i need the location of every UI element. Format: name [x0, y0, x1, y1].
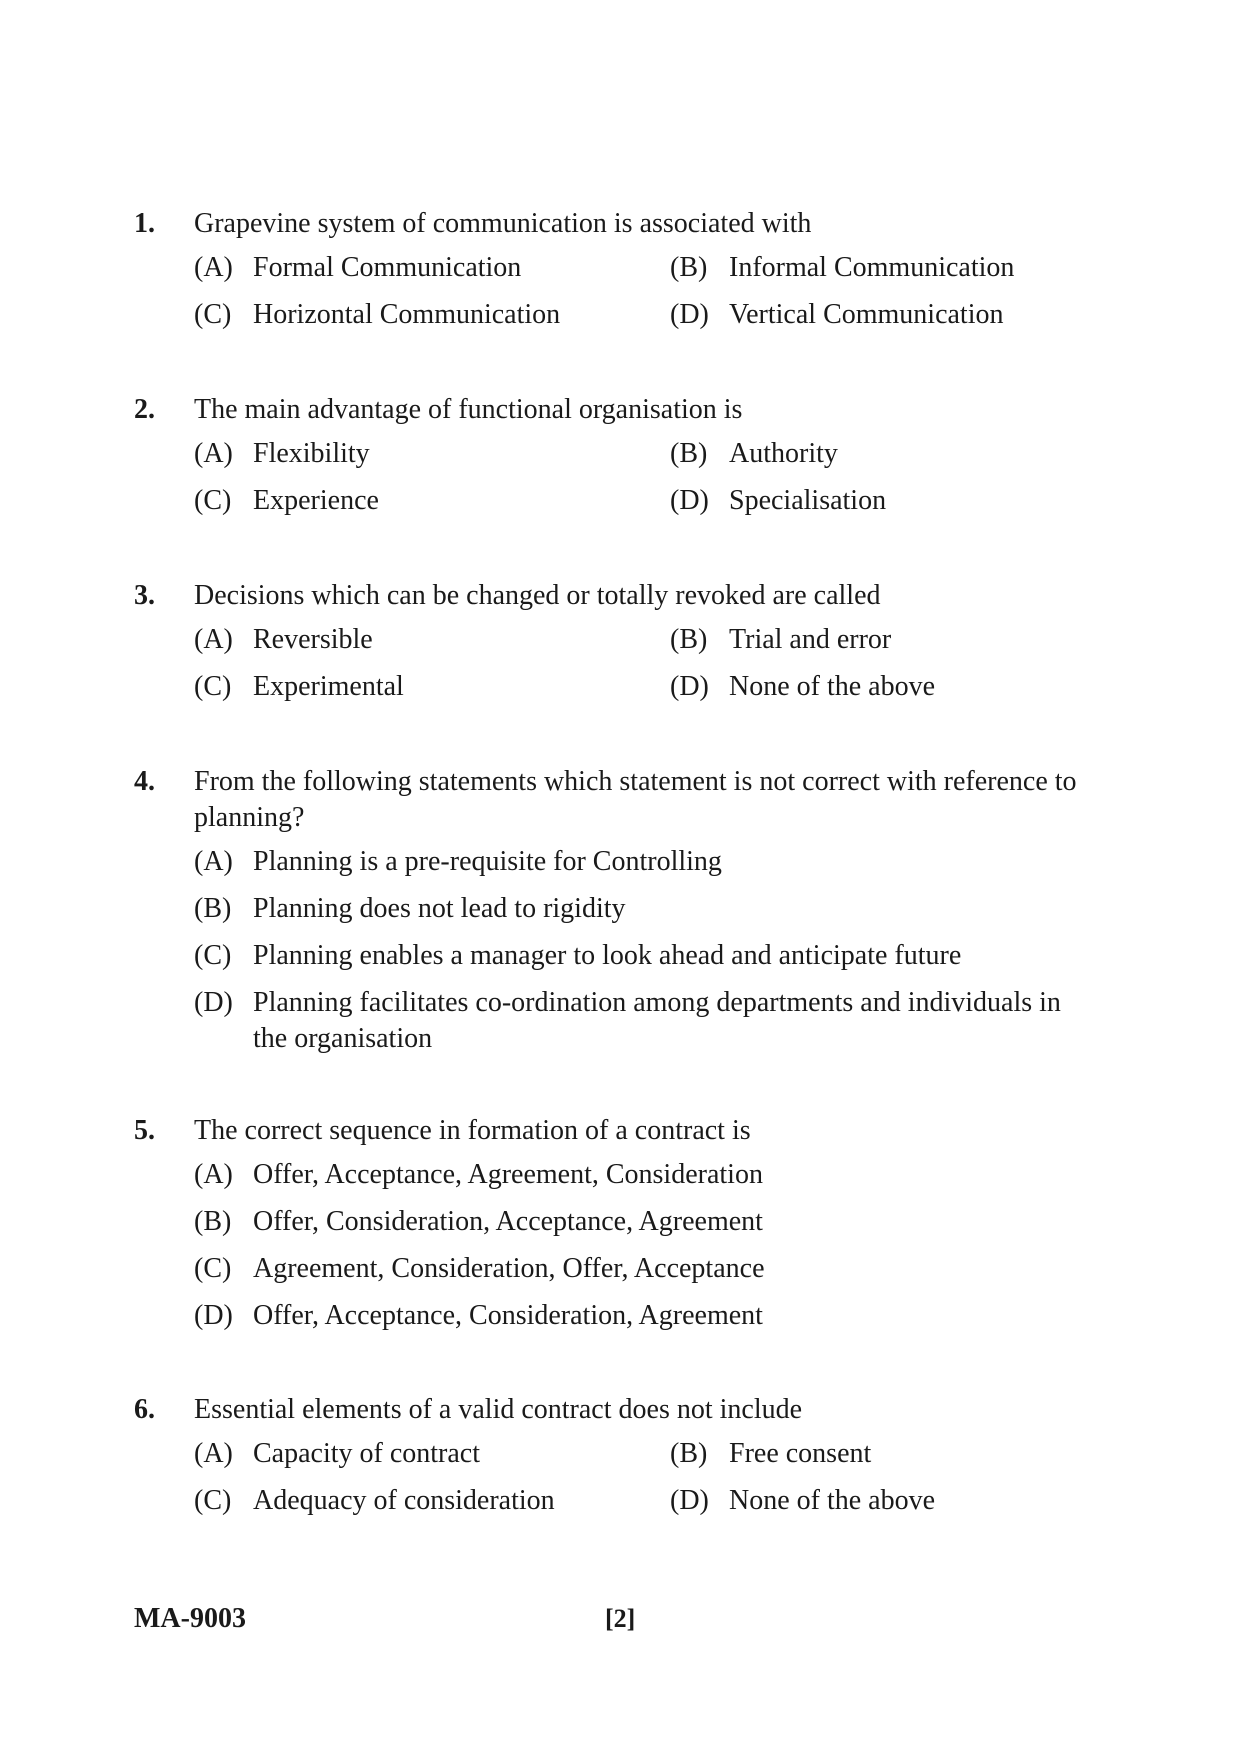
question-number: 4. — [134, 766, 155, 797]
question-text: From the following statements which statement is not correct with reference to planning? — [194, 766, 1077, 833]
option-text: Experimental — [253, 671, 404, 702]
option-b — [670, 436, 1094, 472]
option-text: Agreement, Consideration, Offer, Acceptance — [253, 1253, 765, 1284]
option-text: Informal Communication — [729, 252, 1015, 283]
option-a — [194, 844, 1094, 880]
option-label: (B) — [670, 624, 708, 655]
option-text: Offer, Acceptance, Agreement, Consideration — [253, 1159, 763, 1190]
option-text: Planning enables a manager to look ahead and anticipate future — [253, 940, 962, 971]
option-d — [670, 669, 1094, 705]
option-label: (C) — [194, 1485, 232, 1516]
question-text: Grapevine system of communication is associated with — [194, 208, 812, 239]
options — [194, 250, 1094, 333]
option-b — [194, 891, 1094, 927]
question-text: Essential elements of a valid contract does not include — [194, 1394, 803, 1425]
option-d — [670, 297, 1094, 333]
option-c — [194, 483, 670, 519]
option-label: (A) — [194, 438, 233, 469]
question-text: Decisions which can be changed or totally revoked are called — [194, 580, 881, 611]
option-c — [194, 1251, 1094, 1287]
option-text: Planning is a pre-requisite for Controlling — [253, 846, 722, 877]
option-c — [194, 938, 1094, 974]
option-text: Reversible — [253, 624, 373, 655]
option-label: (A) — [194, 252, 233, 283]
option-b — [670, 622, 1094, 658]
option-d — [194, 1298, 1094, 1334]
question-6 — [134, 1392, 1094, 1519]
option-label: (C) — [194, 485, 232, 516]
option-text: Offer, Acceptance, Consideration, Agreement — [253, 1300, 763, 1331]
option-label: (D) — [670, 485, 709, 516]
option-text: Trial and error — [729, 624, 892, 655]
option-text: Free consent — [729, 1438, 872, 1469]
option-c — [194, 669, 670, 705]
question-number: 5. — [134, 1115, 155, 1146]
option-label: (A) — [194, 1159, 233, 1190]
question-text: The main advantage of functional organisation is — [194, 394, 743, 425]
option-label: (A) — [194, 1438, 233, 1469]
question-number: 2. — [134, 394, 155, 425]
option-text: Specialisation — [729, 485, 887, 516]
option-label: (C) — [194, 940, 232, 971]
option-label: (B) — [670, 438, 708, 469]
option-label: (A) — [194, 624, 233, 655]
option-text: Offer, Consideration, Acceptance, Agreement — [253, 1206, 763, 1237]
option-b — [670, 1436, 1094, 1472]
option-d — [670, 483, 1094, 519]
question-number: 1. — [134, 208, 155, 239]
option-text: Planning facilitates co-ordination among departments and individuals in the organisation — [253, 987, 1061, 1054]
option-a — [194, 436, 670, 472]
option-text: Adequacy of consideration — [253, 1485, 555, 1516]
options — [194, 622, 1094, 705]
option-a — [194, 1436, 670, 1472]
paper-code: MA-9003 — [134, 1603, 246, 1634]
question-2 — [134, 392, 1094, 519]
option-text: Capacity of contract — [253, 1438, 481, 1469]
question-1 — [134, 206, 1094, 333]
option-b — [670, 250, 1094, 286]
options — [194, 1436, 1094, 1519]
question-text: The correct sequence in formation of a contract is — [194, 1115, 751, 1146]
option-text: Horizontal Communication — [253, 299, 561, 330]
options — [194, 844, 1094, 1057]
option-label: (D) — [670, 671, 709, 702]
options — [194, 436, 1094, 519]
option-text: Vertical Communication — [729, 299, 1004, 330]
option-text: Experience — [253, 485, 379, 516]
question-number: 3. — [134, 580, 155, 611]
options — [194, 1157, 1094, 1334]
option-a — [194, 250, 670, 286]
option-b — [194, 1204, 1094, 1240]
option-text: None of the above — [729, 671, 936, 702]
question-4 — [134, 764, 1094, 1057]
option-text: Planning does not lead to rigidity — [253, 893, 626, 924]
option-label: (D) — [194, 1300, 233, 1331]
option-a — [194, 622, 670, 658]
option-label: (B) — [670, 1438, 708, 1469]
option-label: (B) — [194, 893, 232, 924]
option-label: (D) — [194, 987, 233, 1018]
option-a — [194, 1157, 1094, 1193]
option-label: (C) — [194, 671, 232, 702]
option-label: (B) — [194, 1206, 232, 1237]
option-label: (D) — [670, 1485, 709, 1516]
option-text: Formal Communication — [253, 252, 522, 283]
option-label: (D) — [670, 299, 709, 330]
option-text: Authority — [729, 438, 838, 469]
option-c — [194, 297, 670, 333]
option-c — [194, 1483, 670, 1519]
option-d — [194, 985, 1094, 1057]
question-3 — [134, 578, 1094, 705]
option-text: None of the above — [729, 1485, 936, 1516]
option-text: Flexibility — [253, 438, 370, 469]
option-label: (C) — [194, 1253, 232, 1284]
question-number: 6. — [134, 1394, 155, 1425]
question-5 — [134, 1113, 1094, 1334]
page-number: [2] — [605, 1604, 636, 1633]
option-d — [670, 1483, 1094, 1519]
option-label: (B) — [670, 252, 708, 283]
option-label: (C) — [194, 299, 232, 330]
option-label: (A) — [194, 846, 233, 877]
